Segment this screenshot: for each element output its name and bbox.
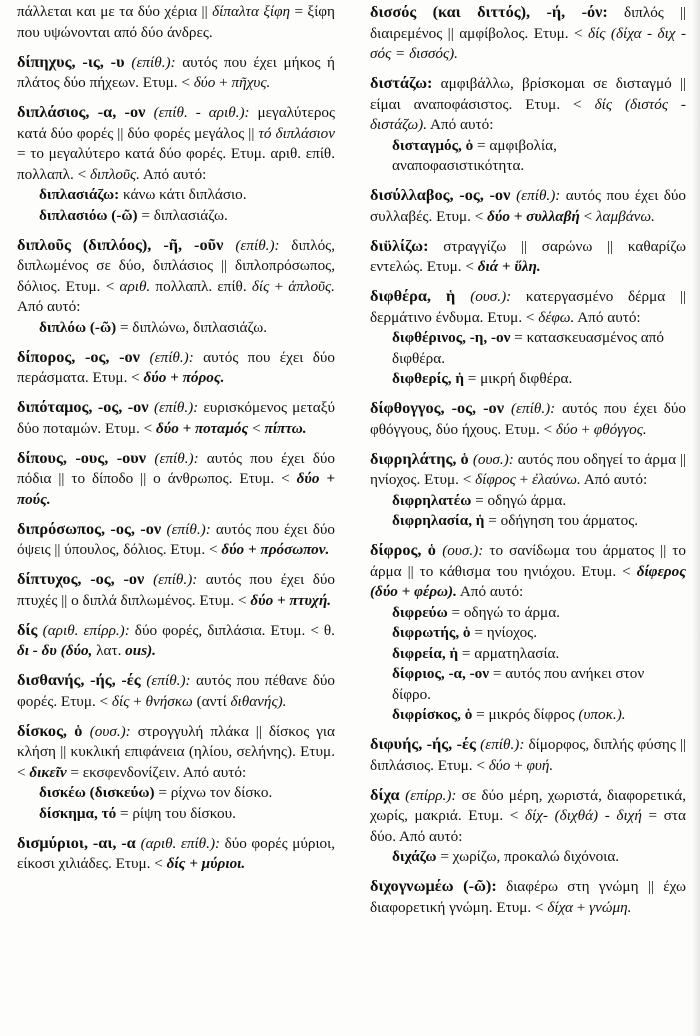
dictionary-entry bbox=[17, 52, 335, 94]
italic-text: (ουσ.): bbox=[472, 450, 514, 468]
italic-text: δίς bbox=[111, 692, 130, 710]
entry-definition bbox=[17, 235, 335, 318]
derived-word bbox=[17, 318, 335, 339]
text: Από αυτό: bbox=[139, 165, 207, 183]
italic-text: (ουσ.): bbox=[470, 288, 512, 305]
text: στρογγυλή πλάκα || δίσκος για κλήση || κυκλική επιφάνεια (ηλίου, σελήνης). Ετυμ. < bbox=[17, 722, 335, 781]
italic-text: (ουσ.): bbox=[442, 542, 484, 559]
italic-text: (επίθ.): bbox=[153, 399, 199, 416]
dictionary-entry bbox=[17, 397, 335, 439]
dictionary-entry bbox=[370, 734, 686, 776]
text: διπλός || διαιρεμένος || αμφίβολος. Ετυμ. < bbox=[370, 4, 686, 42]
text: δίμορφος, διπλής φύσης || διπλάσιος. Ετυμ. < bbox=[370, 736, 686, 774]
etymology-term: δύο + συλλαβή bbox=[487, 207, 580, 225]
headword: δίπηχυς, -ις, -υ bbox=[17, 51, 132, 71]
italic-text: δίχα bbox=[547, 898, 573, 916]
headword: διπρόσωπος, -ος, -ον bbox=[17, 518, 167, 538]
text: = χωρίζω, προκαλώ διχόνοια. bbox=[436, 848, 620, 865]
text: = διπλασιάζω. bbox=[137, 206, 228, 224]
text: λατ. bbox=[92, 642, 126, 659]
text: + bbox=[215, 74, 232, 91]
italic-text: (επίθ.): bbox=[235, 236, 280, 254]
dictionary-entry bbox=[370, 540, 686, 726]
headword: δίφρος, ὁ bbox=[370, 540, 443, 559]
text: + bbox=[510, 756, 527, 774]
entry-definition bbox=[17, 519, 335, 561]
derived-word bbox=[370, 603, 686, 624]
headword: δίπορος, -ος, -ον bbox=[17, 346, 150, 366]
entry-definition bbox=[17, 102, 335, 185]
etymology-term: δύο + ποταμός bbox=[156, 419, 249, 437]
headword: διστάζω: bbox=[370, 73, 433, 92]
text: πολλαπλ. επίθ. bbox=[150, 277, 252, 295]
headword: δίς bbox=[17, 619, 43, 639]
text: = οδήγηση του άρματος. bbox=[484, 512, 639, 529]
text: Από αυτό: bbox=[17, 298, 81, 315]
italic-text: δέφω. bbox=[538, 308, 575, 326]
entry-definition bbox=[17, 52, 335, 94]
dictionary-entry bbox=[370, 785, 686, 868]
derived-word bbox=[370, 623, 686, 644]
etymology-term: δίφερος (δύο + φέρω). bbox=[370, 562, 686, 600]
dictionary-entry bbox=[370, 73, 686, 177]
text: + bbox=[515, 471, 533, 488]
entry-definition bbox=[17, 833, 335, 875]
italic-text: (επίθ.): bbox=[516, 187, 561, 204]
text: ευρισκόμενος μεταξύ δύο ποταμών. Ετυμ. < bbox=[17, 399, 335, 437]
headword: διφθερίς, ἡ bbox=[392, 370, 464, 387]
etymology-term: δίς + μύριοι. bbox=[166, 855, 246, 872]
text: αυτός που έχει δύο συλλαβές. Ετυμ. < bbox=[370, 187, 687, 225]
italic-text: διπλοῦς. bbox=[89, 165, 140, 183]
left-column bbox=[17, 2, 335, 883]
entry-definition bbox=[17, 448, 335, 511]
italic-text: (αριθ. επίθ.): bbox=[140, 834, 221, 852]
etymology-term: διά + ὕλη. bbox=[477, 258, 541, 275]
text: Από αυτό: bbox=[580, 471, 648, 488]
derived-word bbox=[370, 511, 686, 532]
headword: δισμύριοι, -αι, -α bbox=[17, 832, 141, 852]
dictionary-entry bbox=[17, 569, 335, 611]
headword: δίσκημα, τό bbox=[39, 804, 117, 822]
text: το σανίδωμα του άρματος || το άρμα || το κάθισμα του ηνιόχου. Ετυμ. < bbox=[370, 542, 686, 580]
dictionary-entry bbox=[17, 347, 335, 389]
headword: δίφθογγος, -ος, -ον bbox=[370, 398, 511, 417]
text: σε δύο μέρη, χωριστά, διαφορετικά, χωρίς, μακριά. Ετυμ. < bbox=[370, 786, 686, 824]
entry-definition bbox=[370, 540, 686, 603]
italic-text: (επίθ.): bbox=[154, 449, 199, 467]
text: = αρματηλασία. bbox=[458, 644, 560, 662]
headword: διϋλίζω: bbox=[370, 235, 429, 255]
entry-definition bbox=[370, 2, 686, 65]
text: αυτός που έχει μήκος ή πλάτος δύο πήχεων. Ετυμ. < bbox=[17, 53, 335, 91]
text: Από αυτό: bbox=[456, 583, 524, 600]
dictionary-entry bbox=[370, 185, 686, 227]
headword: διφθέρα, ἡ bbox=[370, 286, 471, 305]
derived-word bbox=[370, 328, 686, 369]
italic-text: δύο bbox=[555, 420, 578, 438]
text: + bbox=[572, 898, 590, 916]
text: = στα δύο. Από αυτό: bbox=[370, 807, 686, 845]
headword: διπλόω (-ῶ) bbox=[39, 318, 117, 336]
dictionary-entry bbox=[370, 876, 686, 918]
headword: διπλάσιος, -α, -ον bbox=[17, 102, 154, 121]
italic-text: ἁπλοῦς. bbox=[288, 277, 335, 295]
entry-definition bbox=[370, 734, 686, 776]
headword: δίχα bbox=[370, 784, 406, 804]
dictionary-entry bbox=[17, 833, 335, 875]
dictionary-entry bbox=[370, 398, 686, 440]
italic-text: (αριθ. επίρρ.): bbox=[42, 621, 130, 639]
italic-text: θνήσκω bbox=[145, 692, 193, 710]
headword: διπόταμος, -ος, -ον bbox=[17, 397, 154, 416]
entry-definition bbox=[17, 2, 335, 43]
derived-word bbox=[370, 369, 686, 390]
italic-text: λαμβάνω. bbox=[595, 207, 655, 225]
text: Από αυτό: bbox=[427, 116, 494, 133]
headword: δίφριος, -α, -ον bbox=[392, 665, 490, 682]
text: = ξίφη που υψώνονται από δύο άνδρες. bbox=[17, 3, 335, 41]
italic-text: (επίθ.): bbox=[480, 736, 525, 753]
headword: δισύλλαβος, -ος, -ον bbox=[370, 185, 517, 204]
derived-word bbox=[17, 783, 335, 804]
text: αυτός που έχει δύο περάσματα. Ετυμ. < bbox=[17, 348, 335, 386]
etymology-term: δύο + πόρος. bbox=[143, 369, 225, 386]
headword: διφρηλασία, ἡ bbox=[392, 512, 485, 529]
entry-definition bbox=[370, 449, 686, 491]
headword: δίσκος, ὁ bbox=[17, 720, 90, 740]
italic-text: δύο bbox=[193, 74, 216, 91]
text: Από αυτό: bbox=[574, 308, 641, 326]
etymology-term: ous). bbox=[125, 642, 156, 659]
text: πάλλεται και με τα δύο χέρια || bbox=[17, 3, 213, 20]
headword: δίπους, -ους, -ουν bbox=[17, 447, 155, 467]
text: = το μεγαλύτερο κατά δύο φορές. Ετυμ. αριθ. επίθ. πολλαπλ. < bbox=[17, 145, 335, 183]
text: = αυτός που ανήκει στον δίφρο. bbox=[392, 665, 645, 703]
text: = διπλώνω, διπλασιάζω. bbox=[116, 318, 268, 336]
etymology-term: δύο + πούς. bbox=[17, 470, 335, 508]
italic-text: φυή. bbox=[526, 756, 554, 774]
text: διπλός, διπλωμένος σε δύο, διπλάσιος || διπλοπρόσωπος, δόλιος. Ετυμ. < bbox=[17, 236, 335, 295]
text: δύο φορές μύριοι, είκοσι χιλιάδες. Ετυμ. < bbox=[17, 834, 336, 872]
text: = εκσφενδονίζειν. Από αυτό: bbox=[66, 763, 247, 781]
text: + bbox=[129, 692, 146, 710]
entry-definition bbox=[17, 721, 335, 784]
text: = ρίχνω τον δίσκο. bbox=[154, 784, 273, 801]
text: = αμφιβολία, αναποφασιστικότητα. bbox=[392, 136, 557, 174]
dictionary-entry bbox=[370, 449, 686, 532]
headword: διπλασιάζω: bbox=[39, 186, 120, 203]
entry-continuation bbox=[17, 2, 335, 43]
italic-text: (επίθ.): bbox=[153, 571, 198, 588]
derived-word bbox=[370, 491, 686, 512]
text: κατεργασμένο δέρμα || δερμάτινο ένδυμα. Ετυμ. < bbox=[370, 288, 686, 326]
entry-definition bbox=[370, 73, 686, 136]
headword: δισθανής, -ής, -ές bbox=[17, 670, 147, 689]
italic-text: γνώμη. bbox=[589, 898, 632, 916]
derived-word bbox=[370, 847, 686, 868]
text: = οδηγώ το άρμα. bbox=[447, 603, 560, 621]
headword: διχογνωμέω (-ῶ): bbox=[370, 876, 497, 895]
italic-text: αριθ. bbox=[119, 277, 151, 295]
right-column bbox=[370, 2, 686, 927]
text: = οδηγώ άρμα. bbox=[471, 491, 567, 509]
derived-word bbox=[17, 206, 335, 227]
italic-text: (επίθ.): bbox=[166, 520, 211, 538]
italic-text: (επίθ. - αριθ.): bbox=[153, 104, 250, 121]
headword: δισταγμός, ὁ bbox=[392, 136, 474, 154]
text: αυτός που έχει δύο πτυχές || ο διπλά διπλωμένος. Ετυμ. < bbox=[17, 571, 335, 609]
text: αυτός που πέθανε δύο φορές. Ετυμ. < bbox=[17, 672, 335, 710]
headword: διφθέρινος, -η, -ον bbox=[392, 329, 511, 346]
entry-definition bbox=[370, 236, 686, 278]
dictionary-entry bbox=[17, 670, 335, 712]
text: μεγαλύτερος κατά δύο φορές || δύο φορές μεγάλος || bbox=[17, 104, 336, 142]
text: αυτός που έχει δύο όψεις || ύπουλος, δόλιος. Ετυμ. < bbox=[17, 520, 336, 558]
text: (αντί bbox=[192, 692, 231, 710]
italic-text: δίς bbox=[251, 277, 270, 295]
italic-text: (επίθ.): bbox=[131, 53, 176, 71]
etymology-term: πίπτω. bbox=[264, 419, 307, 437]
italic-text: πῆχυς. bbox=[231, 74, 271, 91]
entry-definition bbox=[17, 569, 335, 611]
text: = μικρός δίφρος bbox=[472, 706, 579, 723]
entry-definition bbox=[370, 785, 686, 848]
dictionary-entry bbox=[17, 620, 335, 662]
entry-definition bbox=[370, 185, 686, 227]
headword: διφρεία, ἡ bbox=[392, 644, 459, 662]
dictionary-entry bbox=[370, 236, 686, 278]
italic-text: δίφρος bbox=[475, 471, 516, 488]
derived-word bbox=[17, 185, 335, 206]
text: = κατασκευασμένος από διφθέρα. bbox=[392, 329, 665, 367]
text: κάνω κάτι διπλάσιο. bbox=[119, 186, 247, 203]
text: < bbox=[579, 207, 596, 225]
text: αυτός που έχει δύο πόδια || το δίποδο || ο άνθρωπος. Ετυμ. < bbox=[17, 449, 335, 487]
dictionary-entry bbox=[17, 448, 335, 511]
derived-word bbox=[370, 644, 686, 665]
headword: δίπτυχος, -ος, -ον bbox=[17, 569, 154, 588]
etymology-term: δικεῖν bbox=[29, 763, 67, 781]
dictionary-entry bbox=[17, 519, 335, 561]
headword: διφρηλάτης, ὁ bbox=[370, 448, 473, 468]
italic-text: (επίθ.): bbox=[149, 348, 194, 366]
derived-word bbox=[370, 664, 686, 705]
text: = μικρή διφθέρα. bbox=[463, 370, 573, 387]
page-edge-shadow bbox=[692, 0, 700, 1036]
text: = ρίψη του δίσκου. bbox=[116, 804, 236, 822]
headword: διφρωτής, ὁ bbox=[392, 624, 471, 641]
italic-text: (ουσ.): bbox=[89, 722, 131, 740]
etymology-term: δύο + πτυχή. bbox=[250, 591, 332, 609]
text: + bbox=[269, 277, 289, 295]
headword: διφρηλατέω bbox=[392, 491, 472, 509]
text: = ηνίοχος. bbox=[470, 624, 537, 641]
text: αυτός που έχει δύο φθόγγους, δύο ήχους. Ετυμ. < bbox=[370, 400, 686, 438]
text: + bbox=[577, 420, 594, 438]
dictionary-entry bbox=[17, 102, 335, 226]
headword: δισκέω (δισκεύω) bbox=[39, 784, 155, 801]
headword: διπλασιόω (-ῶ) bbox=[39, 206, 138, 224]
italic-text: δίπαλτα ξίφη bbox=[212, 3, 291, 20]
text: δύο φορές, διπλάσια. Ετυμ. < θ. bbox=[129, 621, 335, 639]
entry-definition bbox=[370, 398, 686, 440]
italic-text: (υποκ.). bbox=[578, 706, 626, 723]
entry-definition bbox=[17, 347, 335, 389]
derived-word bbox=[370, 136, 686, 177]
dictionary-entry bbox=[17, 235, 335, 339]
etymology-term: δι - δυ (δύο, bbox=[17, 642, 93, 659]
headword: δισσός (και διττός), -ή, -όν: bbox=[370, 2, 608, 21]
italic-text: δίχ- (διχθά) - διχή bbox=[524, 807, 642, 824]
italic-text: ἐλαύνω. bbox=[532, 471, 581, 488]
headword: διφρίσκος, ὁ bbox=[392, 706, 473, 723]
entry-definition bbox=[370, 876, 686, 918]
text: στραγγίζω || σαρώνω || καθαρίζω εντελώς. Ετυμ. < bbox=[370, 237, 686, 275]
dictionary-entry bbox=[370, 286, 686, 390]
dictionary-entry bbox=[370, 2, 686, 65]
italic-text: δίς (δίχα - διχ - σός = δισσός). bbox=[370, 24, 686, 62]
entry-definition bbox=[17, 620, 335, 662]
headword: διπλοῦς (διπλόος), -ῆ, -οῦν bbox=[17, 234, 236, 254]
italic-text: δίς (διστός - διστάζω). bbox=[370, 95, 686, 133]
italic-text: (επίθ.): bbox=[146, 672, 191, 689]
derived-word bbox=[17, 804, 335, 825]
entry-definition bbox=[17, 397, 335, 439]
etymology-term: δύο + πρόσωπον. bbox=[221, 541, 330, 558]
text: αμφιβάλλω, βρίσκομαι σε δισταγμό || είμαι αναποφάσιστος. Ετυμ. < bbox=[370, 75, 686, 113]
italic-text: τό διπλάσιον bbox=[258, 124, 335, 142]
italic-text: (επίρρ.): bbox=[405, 786, 457, 804]
headword: διχάζω bbox=[392, 848, 437, 865]
text: διαφέρω στη γνώμη || έχω διαφορετική γνώμη. Ετυμ. < bbox=[370, 878, 686, 916]
entry-definition bbox=[370, 286, 686, 328]
dictionary-entry bbox=[17, 721, 335, 825]
entry-definition bbox=[17, 670, 335, 712]
headword: διφυής, -ής, -ές bbox=[370, 734, 481, 753]
text: αυτός που οδηγεί το άρμα || ηνίοχος. Ετυμ. < bbox=[370, 450, 686, 488]
italic-text: δύο bbox=[488, 756, 511, 774]
text: < bbox=[248, 419, 265, 437]
derived-word bbox=[370, 705, 686, 726]
italic-text: (επίθ.): bbox=[510, 400, 556, 417]
italic-text: διθανής). bbox=[230, 692, 287, 710]
headword: διφρεύω bbox=[392, 603, 448, 621]
italic-text: φθόγγος. bbox=[593, 420, 647, 438]
